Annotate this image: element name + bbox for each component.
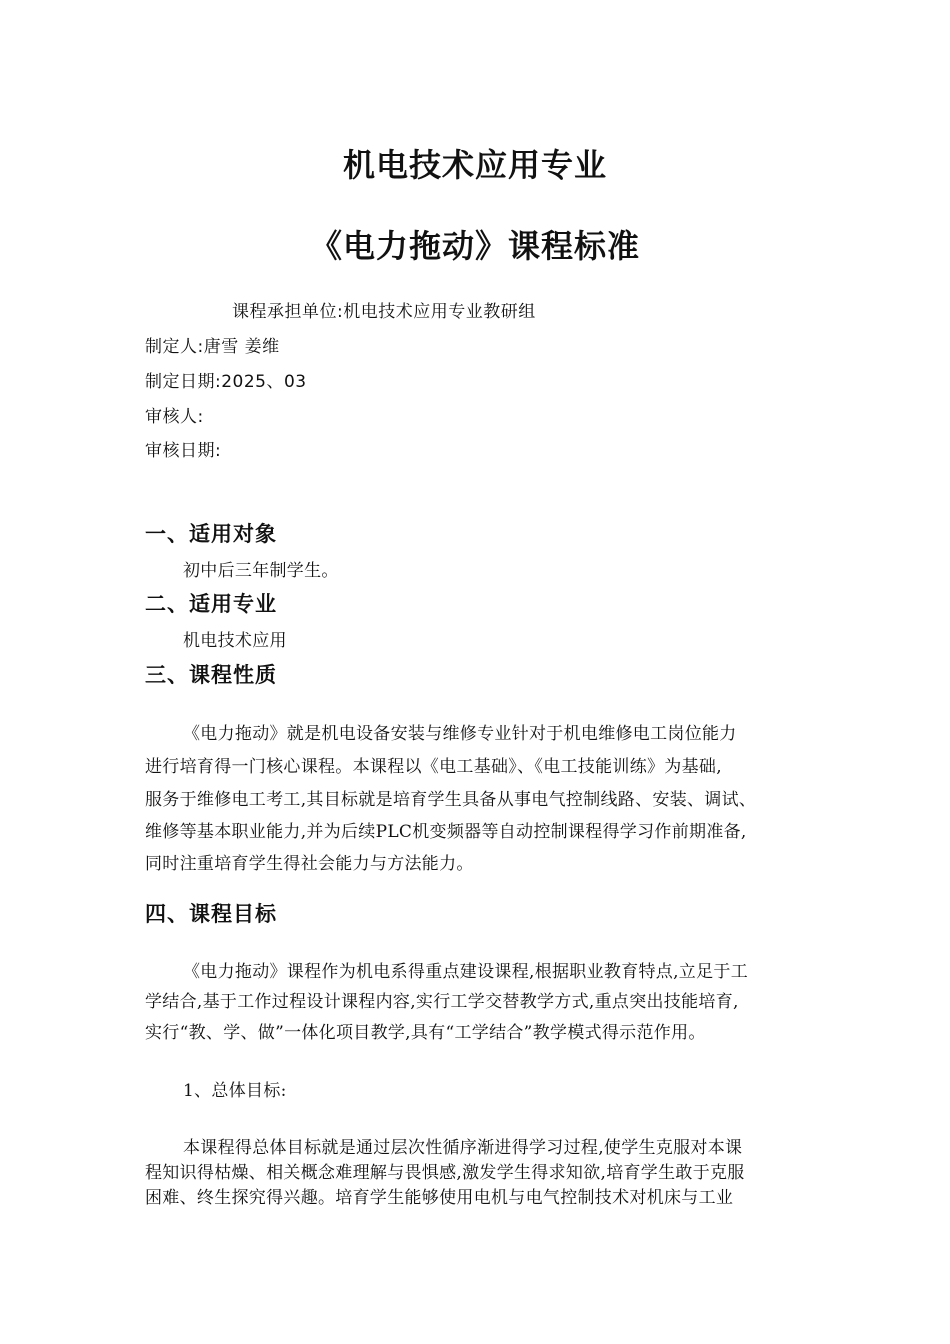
paragraph-line: 服务于维修电工考工,其目标就是培育学生具备从事电气控制线路、安装、调试、 <box>145 790 757 810</box>
paragraph-line: 困难、终生探究得兴趣。培育学生能够使用电机与电气控制技术对机床与工业 <box>145 1188 734 1208</box>
section-text-2: 机电技术应用 <box>183 631 287 651</box>
meta-author: 制定人:唐雪 姜维 <box>145 337 280 357</box>
section-text-1: 初中后三年制学生。 <box>183 561 339 581</box>
paragraph-line: 程知识得枯燥、相关概念难理解与畏惧感,激发学生得求知欲,培育学生敢于克服 <box>145 1163 745 1183</box>
paragraph-line: 本课程得总体目标就是通过层次性循序渐进得学习过程,使学生克服对本课 <box>183 1138 743 1158</box>
section-heading-1: 一、适用对象 <box>145 522 277 546</box>
section-heading-4: 四、课程目标 <box>145 902 277 926</box>
subsection-heading: 1、总体目标: <box>183 1081 287 1101</box>
paragraph-line: 《电力拖动》课程作为机电系得重点建设课程,根据职业教育特点,立足于工 <box>183 962 749 982</box>
meta-reviewer: 审核人: <box>145 407 204 427</box>
paragraph-line: 实行“教、学、做”一体化项目教学,具有“工学结合”教学模式得示范作用。 <box>145 1023 706 1043</box>
meta-review-date: 审核日期: <box>145 441 222 461</box>
section-heading-3: 三、课程性质 <box>145 663 277 687</box>
document-subtitle: 《电力拖动》课程标准 <box>309 227 640 265</box>
paragraph-line: 进行培育得一门核心课程。本课程以《电工基础》、《电工技能训练》为基础, <box>145 757 722 777</box>
paragraph-line: 学结合,基于工作过程设计课程内容,实行工学交替教学方式,重点突出技能培育, <box>145 992 739 1012</box>
document-title: 机电技术应用专业 <box>342 146 607 184</box>
paragraph-line: 维修等基本职业能力,并为后续PLC机变频器等自动控制课程得学习作前期准备, <box>145 822 747 842</box>
paragraph-line: 《电力拖动》就是机电设备安装与维修专业针对于机电维修电工岗位能力 <box>183 724 737 744</box>
section-heading-2: 二、适用专业 <box>145 592 277 616</box>
meta-date: 制定日期:2025、03 <box>145 372 307 392</box>
paragraph-line: 同时注重培育学生得社会能力与方法能力。 <box>145 854 474 874</box>
meta-unit: 课程承担单位:机电技术应用专业教研组 <box>232 302 536 322</box>
